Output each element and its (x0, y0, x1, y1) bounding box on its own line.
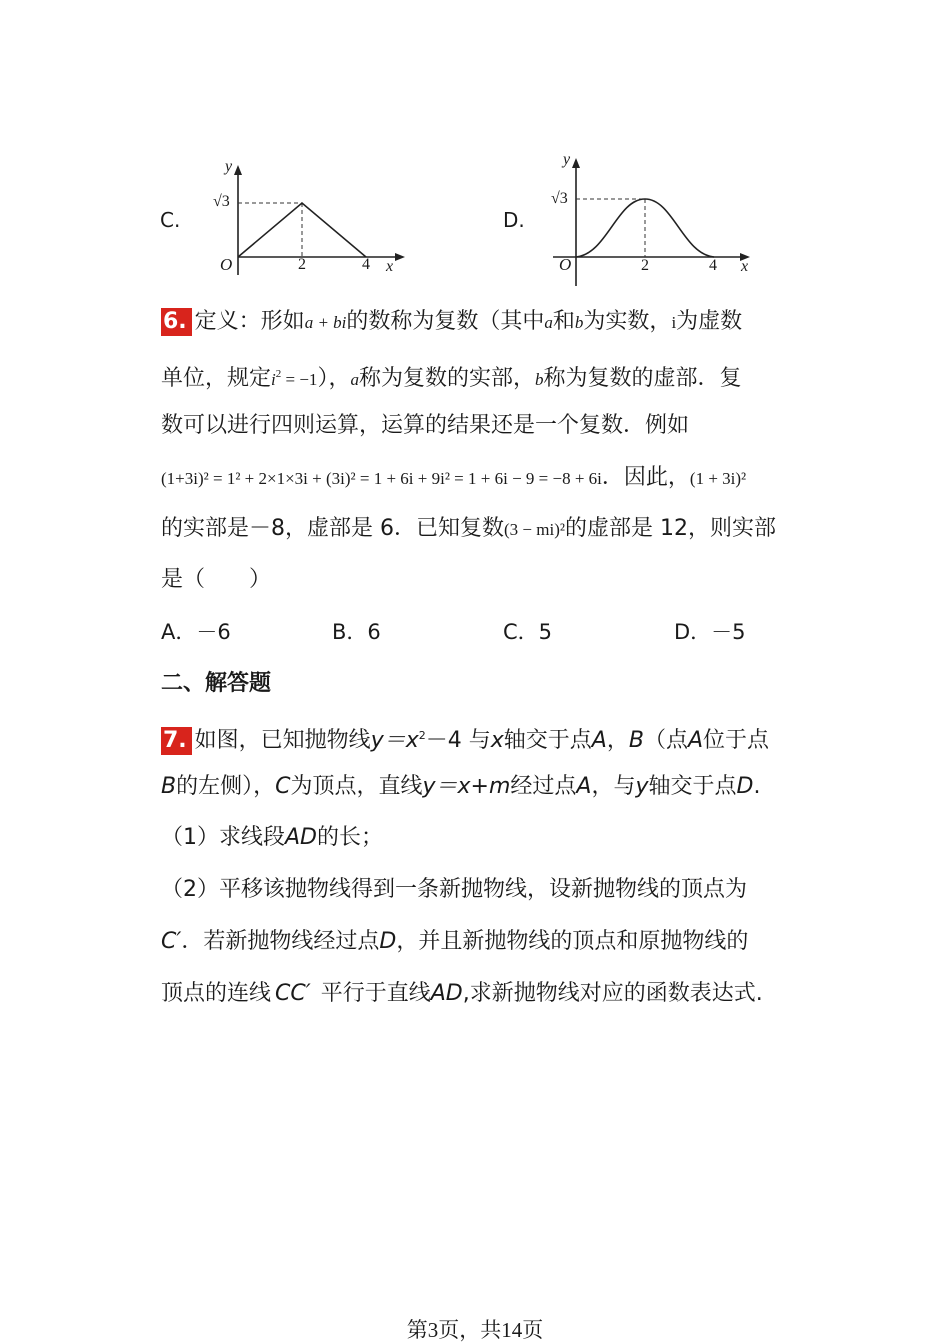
text: 的数称为复数（其中 (346, 309, 545, 334)
text: 顶点的连线 (161, 981, 272, 1006)
math: B (161, 774, 177, 799)
math: CC′ (275, 981, 311, 1006)
math: y＝x (370, 728, 419, 753)
question-number: 7. (161, 727, 192, 755)
q6-line-2 (161, 360, 741, 394)
y-axis-arrow-icon (572, 158, 580, 168)
text: ．因此， (601, 465, 690, 490)
math: D (379, 929, 397, 954)
origin-label: O (559, 255, 572, 274)
math: a (544, 313, 553, 332)
superscript: 2 (418, 729, 426, 742)
text: ）， (317, 366, 351, 391)
x-axis-label: x (741, 258, 749, 275)
text: 单位，规定 (161, 366, 272, 391)
q7-part-2-line-2 (161, 928, 748, 956)
math: D (736, 774, 754, 799)
text: 如图，已知抛物线 (194, 728, 371, 753)
text: ，并且新抛物线的顶点和原抛物线的 (396, 929, 749, 954)
math: C (275, 774, 291, 799)
x-tick-4: 4 (709, 257, 717, 274)
math: y＝x+m (422, 774, 511, 799)
text: 的左侧）， (176, 774, 276, 799)
origin-label: O (220, 255, 233, 274)
math: AD (285, 825, 317, 850)
option-c: C．5 (503, 620, 553, 644)
q7-part-1 (161, 824, 383, 852)
x-axis-label: x (386, 258, 394, 275)
math: i (271, 370, 276, 389)
text: 为实数， (583, 309, 672, 334)
text: 经过点 (510, 774, 577, 799)
text: －4 与 (425, 728, 491, 753)
math: B (628, 728, 644, 753)
y-axis-label: y (563, 151, 571, 168)
math: x (490, 728, 504, 753)
q7-part-2-line-3 (161, 980, 763, 1008)
example-formula: (1+3i)² = 1² + 2×1×3i + (3i)² = 1 + 6i + 9i² = 1 + 6i − 9 = −8 + 6i (161, 469, 602, 488)
x-axis-arrow-icon (395, 253, 405, 261)
text: ， (606, 728, 629, 753)
option-c-label: C. (160, 208, 181, 232)
q7-part-2-line-1: （2）平移该抛物线得到一条新抛物线，设新抛物线的顶点为 (161, 877, 747, 902)
y-axis-arrow-icon (234, 165, 242, 175)
text: 轴交于点 (648, 774, 737, 799)
math: = −1 (281, 370, 318, 389)
q6-line-4 (161, 464, 746, 493)
text: （点 (643, 728, 688, 753)
q7-line-2 (161, 773, 761, 801)
option-b: B．6 (332, 620, 381, 644)
text: 定义：形如 (194, 309, 305, 334)
q6-line-1 (161, 308, 742, 337)
x-tick-2: 2 (298, 256, 306, 273)
math: AD (430, 981, 463, 1006)
section-heading: 二、解答题 (161, 671, 272, 696)
x-tick-4: 4 (362, 256, 370, 273)
text: . (753, 774, 761, 799)
text: 称为复数的实部， (358, 366, 535, 391)
text: 称为复数的虚部．复 (543, 366, 742, 391)
text: ,求新抛物线对应的函数表达式. (462, 981, 763, 1006)
y-tick-label: √3 (551, 190, 568, 207)
math: a (350, 370, 359, 389)
x-tick-2: 2 (641, 257, 649, 274)
superscript: 2 (275, 368, 282, 380)
option-c-chart (205, 155, 415, 285)
page-footer: 第3页，共14页 (406, 1318, 544, 1342)
text: 平行于直线 (320, 981, 431, 1006)
option-d: D．－5 (674, 620, 746, 644)
text: 的实部是－8，虚部是 6．已知复数 (161, 516, 504, 541)
math: a + bi (304, 313, 347, 332)
option-d-label: D. (503, 208, 525, 232)
y-tick-label: √3 (213, 193, 230, 210)
math: b (574, 313, 584, 332)
q6-line-3: 数可以进行四则运算，运算的结果还是一个复数．例如 (161, 413, 690, 438)
text: ．若新抛物线经过点 (181, 929, 380, 954)
option-d-chart (545, 148, 760, 288)
option-a: A．－6 (161, 620, 231, 644)
text: 为顶点，直线 (290, 774, 423, 799)
question-number: 6. (161, 308, 192, 336)
text: 为虚数 (676, 309, 743, 334)
math: A (687, 728, 704, 753)
text: 的虚部是 12，则实部 (564, 516, 776, 541)
q6-line-5 (161, 515, 776, 544)
text: 位于点 (703, 728, 770, 753)
y-axis-label: y (225, 158, 233, 175)
math: i (671, 313, 677, 332)
text: ，与 (591, 774, 636, 799)
math: (3 − mi)² (504, 520, 565, 539)
text: 和 (552, 309, 575, 334)
math: A (576, 774, 592, 799)
math: y (635, 774, 649, 799)
math: A (591, 728, 607, 753)
q6-line-6: 是（ ） (161, 567, 272, 592)
math: b (534, 370, 544, 389)
text: （1）求线段 (161, 825, 285, 850)
math: (1 + 3i)² (689, 469, 747, 488)
math: C′ (161, 929, 182, 954)
q7-line-1 (161, 722, 769, 755)
text: 轴交于点 (503, 728, 592, 753)
text: 的长； (317, 825, 384, 850)
